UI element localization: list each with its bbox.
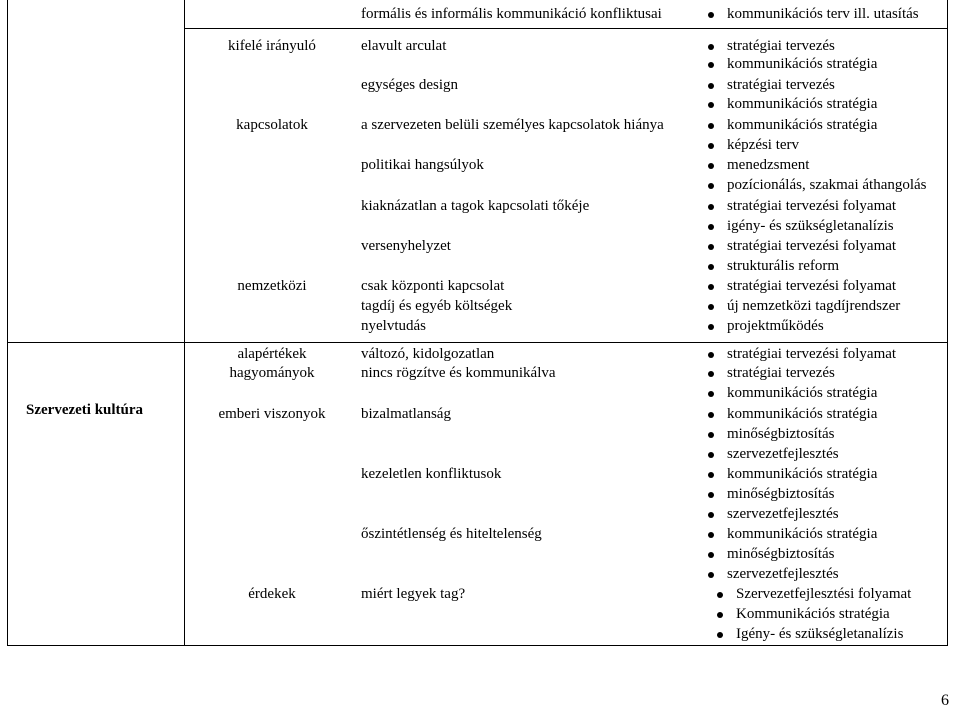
bullet-icon	[717, 612, 723, 618]
problem-text: kiaknázatlan a tagok kapcsolati tőkéje	[361, 198, 590, 214]
bullet-icon	[708, 264, 714, 270]
problem-text: egységes design	[361, 77, 459, 93]
solution-text: stratégiai tervezési folyamat	[727, 238, 897, 254]
problem-text: bizalmatlanság	[361, 406, 451, 422]
bullet-icon	[708, 183, 714, 189]
category-label: kapcsolatok	[236, 117, 308, 133]
problem-text: nyelvtudás	[361, 318, 426, 334]
solution-text: kommunikációs stratégia	[727, 56, 878, 72]
bullet-icon	[717, 632, 723, 638]
solution-text: kommunikációs stratégia	[727, 466, 878, 482]
table-right-border	[947, 0, 948, 645]
bullet-icon	[708, 452, 714, 458]
left-label: Szervezeti kultúra	[26, 402, 144, 418]
top-row-solution: kommunikációs terv ill. utasítás	[727, 6, 919, 22]
table-column-divider	[184, 0, 185, 645]
problem-text: változó, kidolgozatlan	[361, 346, 495, 362]
bullet-icon	[708, 352, 714, 358]
solution-text: Igény- és szükségletanalízis	[736, 626, 904, 642]
category-label: nemzetközi	[237, 278, 307, 294]
problem-text: a szervezeten belüli személyes kapcsolatok hiánya	[361, 117, 664, 133]
category-label: hagyományok	[229, 365, 315, 381]
bullet-icon	[708, 492, 714, 498]
problem-text: versenyhelyzet	[361, 238, 451, 254]
bullet-icon	[708, 163, 714, 169]
bullet-icon	[708, 284, 714, 290]
solution-text: stratégiai tervezés	[727, 38, 835, 54]
solution-text: projektműködés	[727, 318, 824, 334]
problem-text: tagdíj és egyéb költségek	[361, 298, 513, 314]
problem-text: elavult arculat	[361, 38, 447, 54]
solution-text: kommunikációs stratégia	[727, 96, 878, 112]
bullet-icon	[708, 83, 714, 89]
bullet-icon	[708, 472, 714, 478]
solution-text: kommunikációs stratégia	[727, 526, 878, 542]
bullet-icon	[708, 102, 714, 108]
solution-text: szervezetfejlesztés	[727, 506, 839, 522]
bullet-icon	[708, 244, 714, 250]
problem-text: politikai hangsúlyok	[361, 157, 484, 173]
bullet-icon	[708, 123, 714, 129]
bullet-icon	[708, 572, 714, 578]
solution-text: minőségbiztosítás	[727, 426, 835, 442]
solution-text: képzési terv	[727, 137, 800, 153]
problem-text: nincs rögzítve és kommunikálva	[361, 365, 556, 381]
solution-text: új nemzetközi tagdíjrendszer	[727, 298, 901, 314]
bullet-icon	[708, 62, 714, 68]
problem-text: őszintétlenség és hiteltelenség	[361, 526, 542, 542]
solution-text: Kommunikációs stratégia	[736, 606, 890, 622]
solution-text: szervezetfejlesztés	[727, 446, 839, 462]
solution-text: kommunikációs stratégia	[727, 117, 878, 133]
category-label: alapértékek	[237, 346, 307, 362]
category-label: emberi viszonyok	[218, 406, 326, 422]
bullet-icon	[708, 512, 714, 518]
section-divider	[7, 342, 948, 343]
solution-text: Szervezetfejlesztési folyamat	[736, 586, 912, 602]
solution-text: kommunikációs stratégia	[727, 385, 878, 401]
problem-text: csak központi kapcsolat	[361, 278, 505, 294]
category-label: érdekek	[248, 586, 296, 602]
bullet-icon	[708, 224, 714, 230]
bullet-icon	[717, 592, 723, 598]
top-row-problem: formális és informális kommunikáció konfliktusai	[361, 6, 662, 22]
solution-text: stratégiai tervezési folyamat	[727, 346, 897, 362]
page-number: 6	[941, 692, 949, 709]
bullet-icon	[708, 44, 714, 50]
bullet-icon	[708, 552, 714, 558]
bullet-icon	[708, 204, 714, 210]
solution-text: stratégiai tervezési folyamat	[727, 198, 897, 214]
solution-text: stratégiai tervezési folyamat	[727, 278, 897, 294]
bullet-icon	[708, 324, 714, 330]
problem-text: miért legyek tag?	[361, 586, 466, 602]
bullet-icon	[708, 12, 714, 18]
solution-text: stratégiai tervezés	[727, 365, 835, 381]
solution-text: minőségbiztosítás	[727, 486, 835, 502]
bullet-icon	[708, 371, 714, 377]
bullet-icon	[708, 412, 714, 418]
bullet-icon	[708, 532, 714, 538]
category-label: kifelé irányuló	[228, 38, 316, 54]
solution-text: igény- és szükségletanalízis	[727, 218, 894, 234]
solution-text: stratégiai tervezés	[727, 77, 835, 93]
bullet-icon	[708, 304, 714, 310]
bullet-icon	[708, 432, 714, 438]
problem-text: kezeletlen konfliktusok	[361, 466, 502, 482]
table-left-border	[7, 0, 8, 645]
table-bottom-border	[7, 645, 948, 646]
solution-text: kommunikációs stratégia	[727, 406, 878, 422]
solution-text: menedzsment	[727, 157, 810, 173]
solution-text: szervezetfejlesztés	[727, 566, 839, 582]
solution-text: pozícionálás, szakmai áthangolás	[727, 177, 927, 193]
solution-text: strukturális reform	[727, 258, 840, 274]
bullet-icon	[708, 143, 714, 149]
bullet-icon	[708, 391, 714, 397]
solution-text: minőségbiztosítás	[727, 546, 835, 562]
row-divider-top	[184, 28, 948, 29]
